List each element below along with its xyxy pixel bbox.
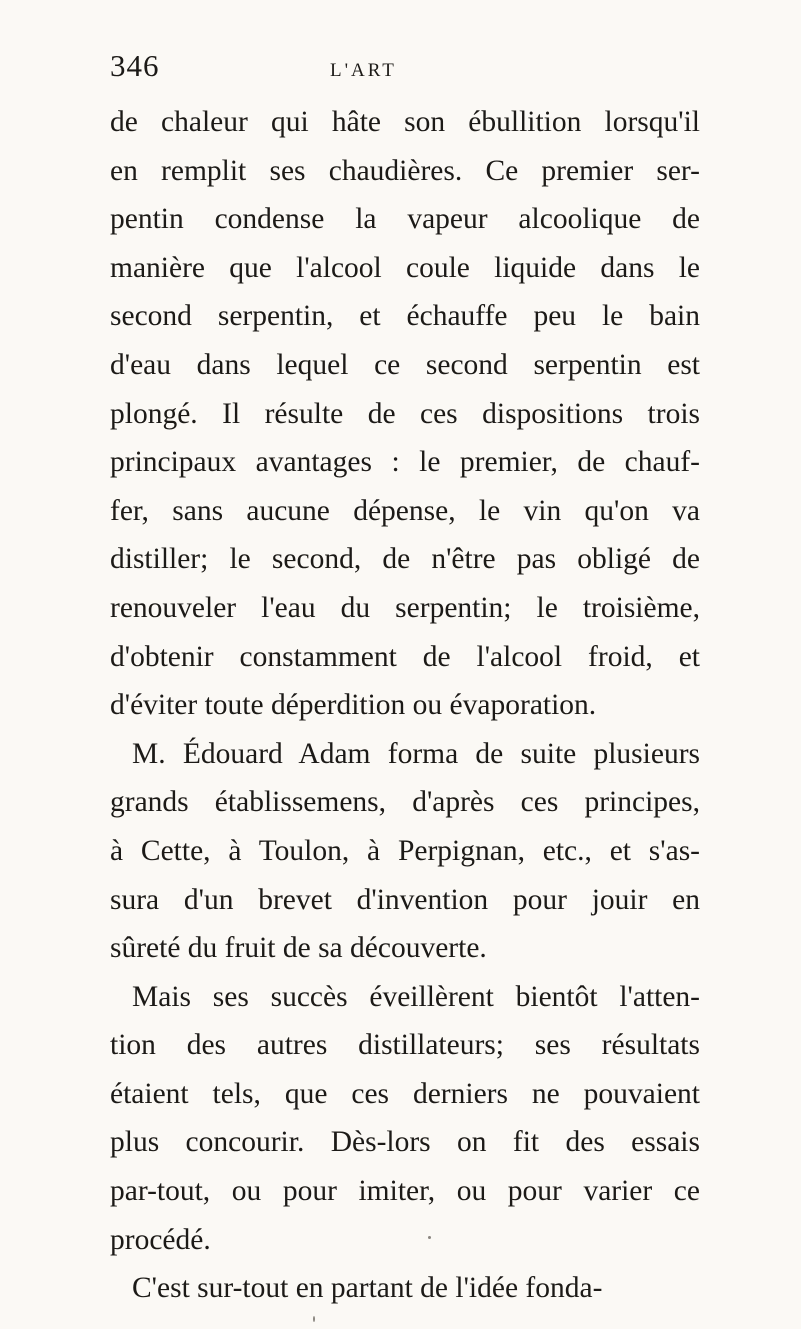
- text-line: renouveler l'eau du serpentin; le troisième,: [110, 591, 700, 624]
- text-line: sura d'un brevet d'invention pour jouir en: [110, 883, 700, 916]
- text-line: M. Édouard Adam forma de suite plusieurs: [132, 737, 700, 770]
- text-line: en remplit ses chaudières. Ce premier ser-: [110, 154, 700, 187]
- paper-speck: [428, 1236, 431, 1239]
- text-line: pentin condense la vapeur alcoolique de: [110, 203, 700, 236]
- text-line: d'eau dans lequel ce second serpentin est: [110, 348, 700, 381]
- text-line: plus concourir. Dès-lors on fit des essais: [110, 1126, 700, 1159]
- text-line: plongé. Il résulte de ces dispositions trois: [110, 397, 700, 430]
- text-line: principaux avantages : le premier, de chauf-: [110, 446, 700, 479]
- text-line: C'est sur-tout en partant de l'idée fonda-: [132, 1272, 603, 1305]
- text-line: distiller; le second, de n'être pas obligé de: [110, 543, 700, 576]
- text-line: manière que l'alcool coule liquide dans le: [110, 251, 700, 284]
- text-line: de chaleur qui hâte son ébullition lorsqu'il: [110, 106, 700, 138]
- text-line: par-tout, ou pour imiter, ou pour varier ce: [110, 1175, 700, 1208]
- text-line: Mais ses succès éveillèrent bientôt l'atten-: [132, 980, 700, 1013]
- running-head-title: L'ART: [330, 60, 397, 81]
- body-text: [110, 98, 700, 1313]
- running-head: [110, 48, 710, 98]
- text-line: grands établissemens, d'après ces principes,: [110, 786, 700, 819]
- text-line: second serpentin, et échauffe peu le bain: [110, 300, 700, 333]
- text-line: d'obtenir constamment de l'alcool froid, et: [110, 640, 700, 673]
- text-line: sûreté du fruit de sa découverte.: [110, 932, 487, 965]
- text-line: fer, sans aucune dépense, le vin qu'on va: [110, 494, 700, 527]
- text-line: étaient tels, que ces derniers ne pouvaient: [110, 1077, 700, 1110]
- text-line: tion des autres distillateurs; ses résultats: [110, 1029, 700, 1062]
- page-number: 346: [110, 48, 160, 83]
- text-line: d'éviter toute déperdition ou évaporation.: [110, 689, 597, 722]
- paper-speck: [313, 1316, 315, 1322]
- text-line: à Cette, à Toulon, à Perpignan, etc., et s'as-: [110, 834, 700, 867]
- text-line: procédé.: [110, 1223, 211, 1256]
